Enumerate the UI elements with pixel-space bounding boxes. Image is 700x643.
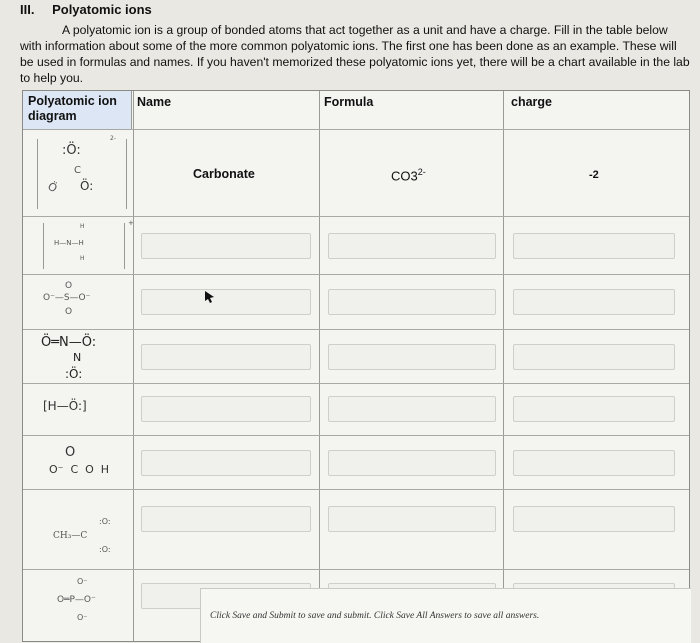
sulfate-diagram — [43, 279, 113, 325]
name-input-row-2[interactable] — [141, 233, 311, 259]
charge-input-row-4[interactable] — [513, 344, 675, 370]
example-formula — [391, 167, 426, 183]
formula-input-row-2[interactable] — [328, 233, 496, 259]
example-name: Carbonate — [193, 167, 255, 181]
phosphate-bottom: O⁻ — [77, 613, 88, 622]
bicarbonate-top: O — [65, 445, 76, 460]
header-charge: charge — [511, 95, 552, 109]
name-input-row-6[interactable] — [141, 450, 311, 476]
polyatomic-ion-table — [22, 90, 690, 642]
charge-input-row-7[interactable] — [513, 506, 675, 532]
formula-input-row-5[interactable] — [328, 396, 496, 422]
example-charge: -2 — [589, 169, 599, 181]
carbonate-carbon: C — [74, 165, 81, 176]
instructions-paragraph: A polyatomic ion is a group of bonded atoms that act together as a unit and have a charge. Fill in the table below with information about some of the more common polyatomic ions. The first one has been done as an example. These will be used in formulas and names. If you haven't memorized these polyatomic ions yet, there will be a chart available in the lab to help you. — [20, 23, 690, 85]
section-header — [20, 2, 152, 17]
ammonium-middle: H—N—H — [54, 239, 84, 247]
name-input-row-7[interactable] — [141, 506, 311, 532]
acetate-middle: CH₃—C — [53, 531, 88, 541]
header-name: Name — [137, 95, 172, 109]
formula-input-row-7[interactable] — [328, 506, 496, 532]
charge-input-row-6[interactable] — [513, 450, 675, 476]
footer-instructions: Click Save and Submit to save and submit. Click Save All Answers to save all answers. — [210, 611, 540, 621]
example-formula-charge: 2- — [417, 167, 426, 177]
carbonate-diagram — [37, 135, 127, 209]
ammonium-charge: + — [128, 219, 134, 227]
phosphate-top: O⁻ — [77, 577, 88, 586]
bicarbonate-diagram — [49, 445, 133, 489]
carbonate-right-oxygen: Ö: — [80, 179, 94, 193]
sulfate-bottom: O — [65, 307, 73, 317]
name-input-row-3[interactable] — [141, 289, 311, 315]
nitrate-bottom: :Ö: — [65, 367, 83, 381]
sulfate-middle: O⁻—S—O⁻ — [43, 293, 91, 303]
phosphate-diagram — [57, 577, 127, 637]
name-input-row-4[interactable] — [141, 344, 311, 370]
formula-input-row-4[interactable] — [328, 344, 496, 370]
hydroxide-diagram: [H—Ö:] — [43, 399, 87, 413]
bicarbonate-middle: O⁻ C O H — [49, 463, 110, 476]
nitrate-top: Ö═N—Ö: — [41, 335, 97, 350]
charge-input-row-3[interactable] — [513, 289, 675, 315]
name-input-row-5[interactable] — [141, 396, 311, 422]
header-diagram: Polyatomic ion diagram — [23, 91, 132, 129]
section-title: Polyatomic ions — [52, 2, 152, 17]
header-formula: Formula — [324, 95, 374, 109]
acetate-bottom: :O: — [99, 545, 111, 554]
carbonate-top-oxygen: :Ö: — [62, 143, 81, 158]
nitrate-diagram — [41, 335, 121, 383]
ammonium-top-h: H — [80, 223, 85, 230]
mouse-cursor-icon — [204, 290, 216, 304]
formula-input-row-3[interactable] — [328, 289, 496, 315]
carbonate-left-oxygen: Ö — [45, 179, 60, 196]
carbonate-charge: 2- — [110, 135, 116, 142]
acetate-diagram — [33, 517, 129, 567]
nitrate-nitrogen: N — [73, 351, 82, 364]
formula-input-row-6[interactable] — [328, 450, 496, 476]
acetate-top: :O: — [99, 517, 111, 526]
phosphate-middle: O═P—O⁻ — [57, 595, 96, 605]
ammonium-diagram — [43, 219, 134, 269]
section-number: III. — [20, 2, 35, 17]
ammonium-bottom-h: H — [80, 255, 85, 262]
charge-input-row-5[interactable] — [513, 396, 675, 422]
example-formula-base: CO3 — [391, 168, 418, 184]
sulfate-top: O — [65, 281, 73, 291]
charge-input-row-2[interactable] — [513, 233, 675, 259]
